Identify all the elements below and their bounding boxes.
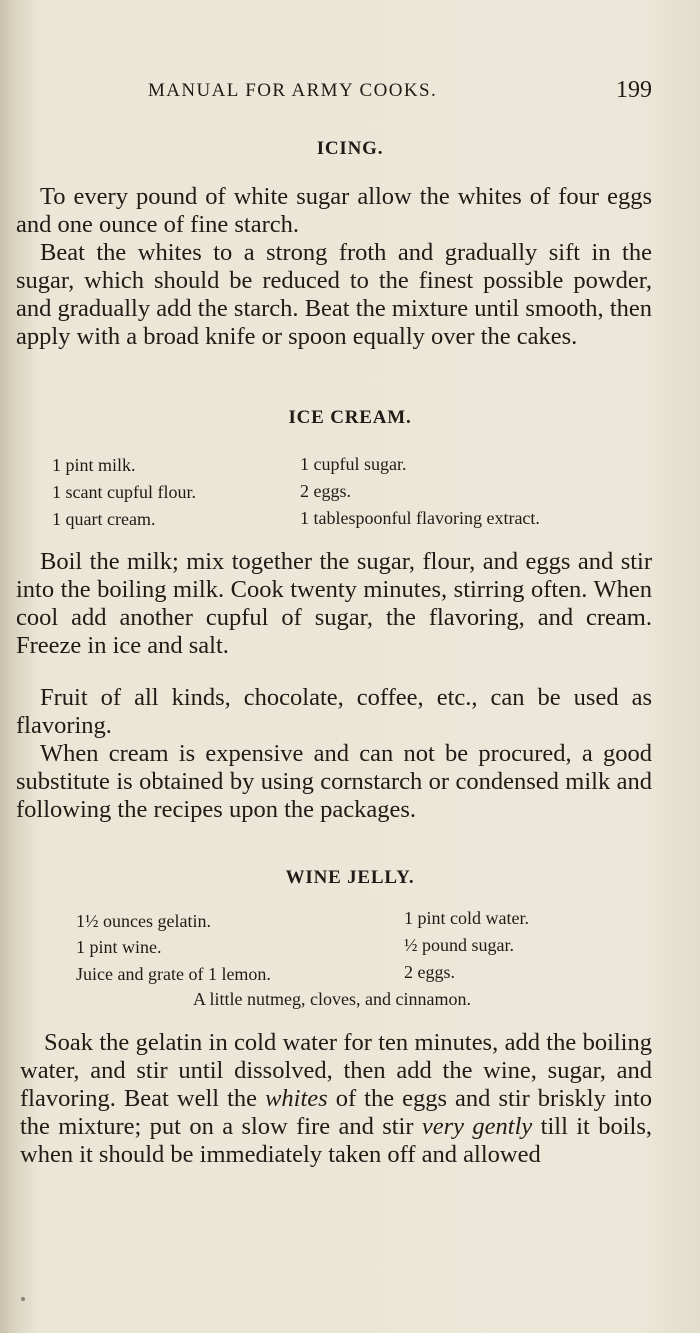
wine-jelly-heading: WINE JELLY. (285, 867, 415, 888)
ice-cream-paragraph-3: When cream is expensive and can not be procured, a good substitute is obtained by using cornstarch or condensed milk and following the recipes upon the packages. (16, 740, 652, 823)
page-number: 199 (616, 77, 652, 103)
spices-line: A little nutmeg, cloves, and cinnamon. (193, 989, 471, 1009)
ingredient-item: 1 pint cold water. (404, 908, 529, 928)
running-title: MANUAL FOR ARMY COOKS. (148, 80, 438, 101)
ingredient-item: 1 pint wine. (76, 937, 162, 957)
ice-cream-paragraph-2: Fruit of all kinds, chocolate, coffee, etc., can be used as flavoring. (16, 684, 652, 739)
ingredient-item: 1 quart cream. (52, 509, 156, 529)
ingredient-item: 1 tablespoonful flavoring extract. (300, 508, 540, 528)
ingredient-item: 2 eggs. (404, 962, 455, 982)
icing-heading: ICING. (316, 138, 384, 159)
icing-paragraph-1: To every pound of white sugar allow the whites of four eggs and one ounce of fine starch. (16, 183, 652, 238)
page-header (0, 78, 700, 108)
ingredient-item: 1 pint milk. (52, 455, 136, 475)
text-run: till it boils, when it should be immediately taken off and allowed (20, 1113, 652, 1168)
ingredient-item: 1½ ounces gelatin. (76, 911, 211, 931)
ingredient-item: 1 scant cupful flour. (52, 482, 196, 502)
ingredient-item: ½ pound sugar. (404, 935, 514, 955)
icing-paragraph-2: Beat the whites to a strong froth and gradually sift in the sugar, which should be reduced to the finest possible powder, and gradually add the starch. Beat the mixture until smooth, then apply with a broad knife or spoon equally over the cakes. (16, 239, 652, 350)
ice-cream-paragraph-1: Boil the milk; mix together the sugar, flour, and eggs and stir into the boiling milk. Cook twenty minutes, stirring often. When cool add another cupful of sugar, the flavoring, and cream. Freeze in ice and salt. (16, 548, 652, 659)
text-run: Soak the gelatin in cold water for ten minutes, add the boiling water, and stir until dissolved, then add the wine, sugar, and flavoring. Beat well the (20, 1029, 652, 1112)
ingredient-item: 1 cupful sugar. (300, 454, 407, 474)
emphasis-text: very gently (421, 1113, 533, 1140)
ingredient-item: 2 eggs. (300, 481, 351, 501)
text-run: of the eggs and stir briskly into the mixture; put on a slow fire and stir (20, 1085, 652, 1140)
ingredient-item: Juice and grate of 1 lemon. (76, 964, 271, 984)
wine-jelly-paragraph (20, 1029, 652, 1169)
paper-speck (21, 1297, 25, 1301)
emphasis-text: whites (265, 1085, 328, 1112)
ice-cream-heading: ICE CREAM. (288, 407, 412, 428)
